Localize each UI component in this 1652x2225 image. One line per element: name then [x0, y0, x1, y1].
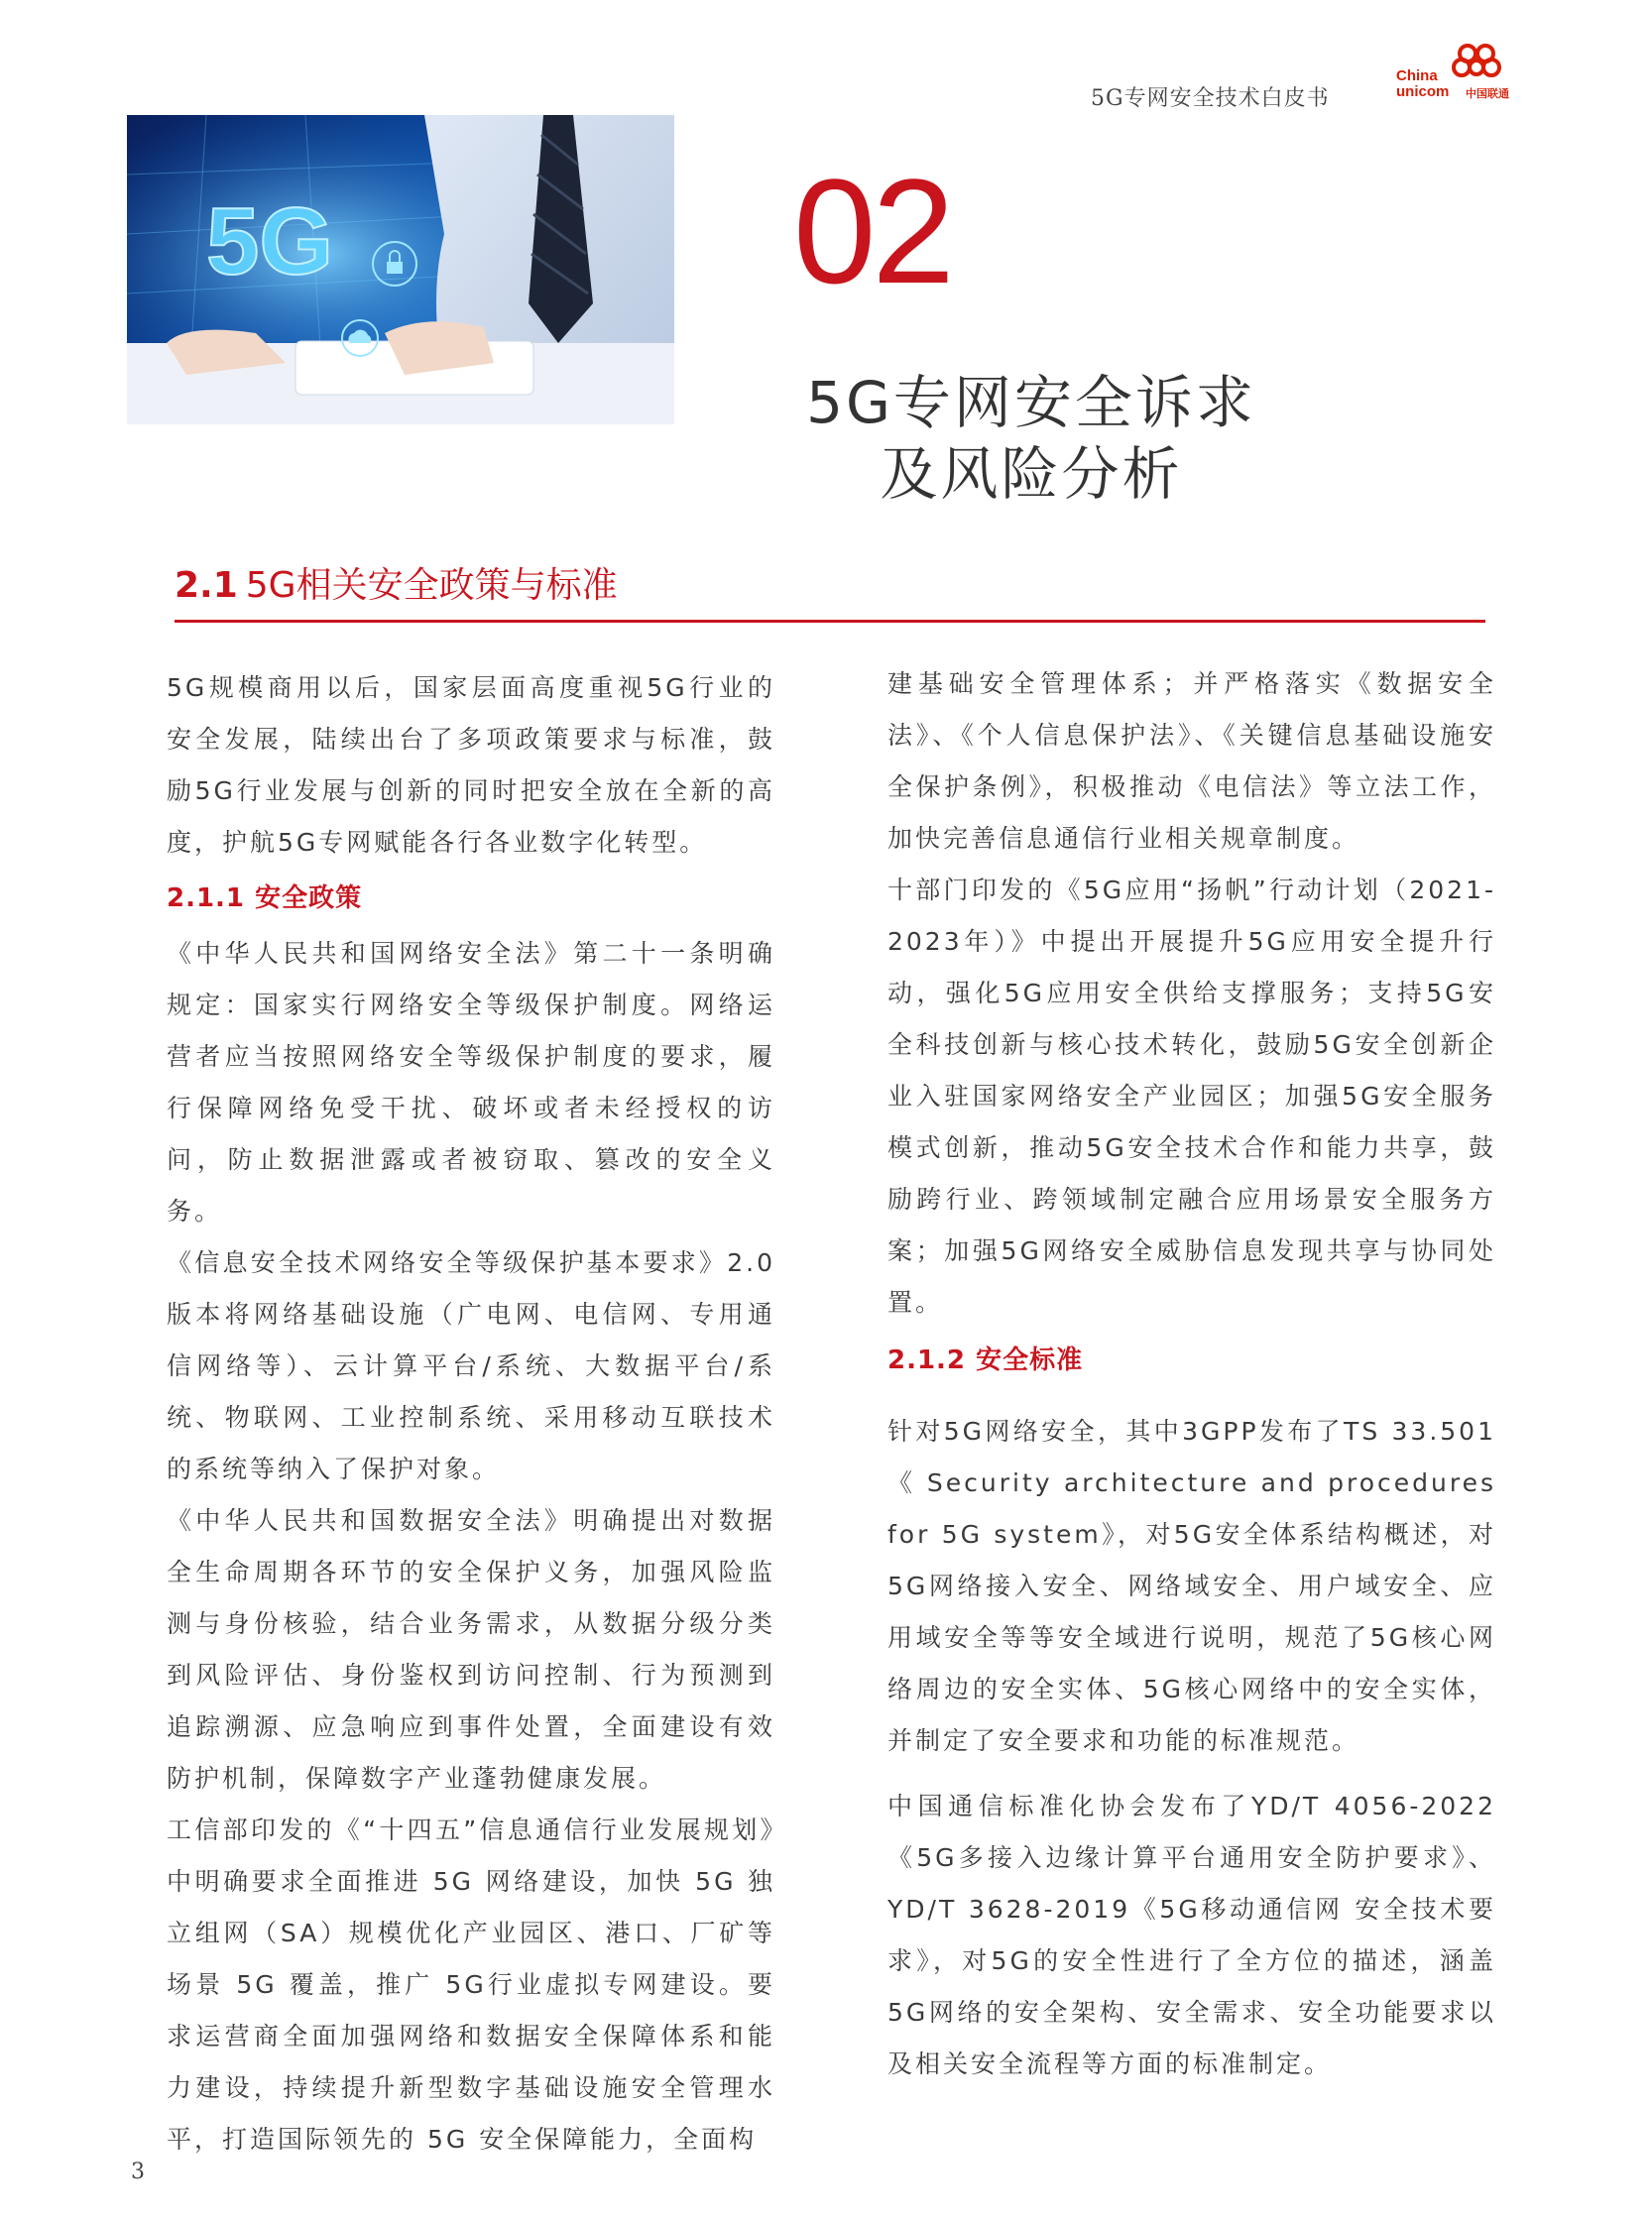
- paragraph: 中国通信标准化协会发布了YD/T 4056-2022《5G多接入边缘计算平台通用安全防护要求》、YD/T 3628-2019《5G移动通信网 安全技术要求》，对5G的安全性进行了全方位的描述，涵盖5G网络的安全架构、安全需求、安全功能要求以及相关安全流程等方面的标准制定。: [887, 1792, 1496, 2078]
- paragraph: 针对5G网络安全，其中3GPP发布了TS 33.501《 Security architecture and procedures for 5G system》，对5G安全体系结构概述，对5G网络接入安全、网络域安全、用户域安全、应用域安全等等安全域进行说明，规范了5G核心网络周边的安全实体、5G核心网络中的安全实体，并制定了安全要求和功能的标准规范。: [887, 1417, 1496, 1755]
- paragraph: 十部门印发的《5G应用“扬帆”行动计划（2021-2023年）》中提出开展提升5G应用安全提升行动，强化5G应用安全供给支撑服务；支持5G安全科技创新与核心技术转化，鼓励5G安全创新企业入驻国家网络安全产业园区；加强5G安全服务模式创新，推动5G安全技术合作和能力共享，鼓励跨行业、跨领域制定融合应用场景安全服务方案；加强5G网络安全威胁信息发现共享与协同处置。: [887, 876, 1496, 1317]
- section-divider: [175, 620, 1485, 623]
- spacer: [887, 1392, 1496, 1406]
- section-number: 2.1: [175, 565, 238, 606]
- subsection-heading: 2.1.2 安全标准: [887, 1346, 1084, 1375]
- hero-5g-label: 5G: [206, 188, 334, 294]
- chapter-title: [694, 367, 1368, 510]
- logo-english-line2: unicom: [1396, 83, 1450, 100]
- document-title: 5G专网安全技术白皮书: [1091, 86, 1330, 111]
- paragraph: 《中华人民共和国网络安全法》第二十一条明确规定：国家实行网络安全等级保护制度。网络运营者应当按照网络安全等级保护制度的要求，履行保障网络免受干扰、破坏或者未经授权的访问，防止数据泄露或者被窃取、篡改的安全义务。: [167, 939, 775, 1226]
- paragraph: 工信部印发的《“十四五”信息通信行业发展规划》中明确要求全面推进 5G 网络建设，加快 5G 独立组网（SA）规模优化产业园区、港口、厂矿等场景 5G 覆盖，推广 5G行业虚拟专网建设。要求运营商全面加强网络和数据安全保障体系和能力建设，持续提升新型数字基础设施安全管理水平，打造国际领先的 5G 安全保障能力，全面构: [167, 1815, 775, 2154]
- section-heading: [175, 557, 618, 608]
- page-number: 3: [131, 2160, 145, 2184]
- subsection-heading: 2.1.1 安全政策: [167, 883, 363, 913]
- paragraph: 5G规模商用以后，国家层面高度重视5G行业的安全发展，陆续出台了多项政策要求与标准，鼓励5G行业发展与创新的同时把安全放在全新的高度，护航5G专网赋能各行各业数字化转型。: [167, 673, 775, 857]
- right-column: [887, 658, 1496, 2090]
- logo-chinese: 中国联通: [1466, 87, 1509, 100]
- section-title: 5G相关安全政策与标准: [245, 565, 618, 606]
- paragraph: 建基础安全管理体系；并严格落实《数据安全法》、《个人信息保护法》、《关键信息基础设施安全保护条例》，积极推动《电信法》等立法工作，加快完善信息通信行业相关规章制度。: [887, 669, 1496, 853]
- china-unicom-logo: [1388, 40, 1547, 109]
- paragraph: 《中华人民共和国数据安全法》明确提出对数据全生命周期各环节的安全保护义务，加强风险监测与身份核验，结合业务需求，从数据分级分类到风险评估、身份鉴权到访问控制、行为预测到追踪溯源、应急响应到事件处置，全面建设有效防护机制，保障数字产业蓬勃健康发展。: [167, 1506, 775, 1793]
- hero-image: [127, 115, 674, 424]
- logo-english-line1: China: [1396, 67, 1438, 84]
- left-column: [167, 662, 775, 2166]
- chapter-title-line2: 及风险分析: [880, 440, 1183, 508]
- chapter-title-line1: 5G专网安全诉求: [806, 369, 1256, 436]
- chapter-number: 02: [793, 148, 951, 314]
- spacer: [887, 1767, 1496, 1781]
- paragraph: 《信息安全技术网络安全等级保护基本要求》2.0版本将网络基础设施（广电网、电信网、专用通信网络等）、云计算平台/系统、大数据平台/系统、物联网、工业控制系统、采用移动互联技术的系统等纳入了保护对象。: [167, 1248, 775, 1483]
